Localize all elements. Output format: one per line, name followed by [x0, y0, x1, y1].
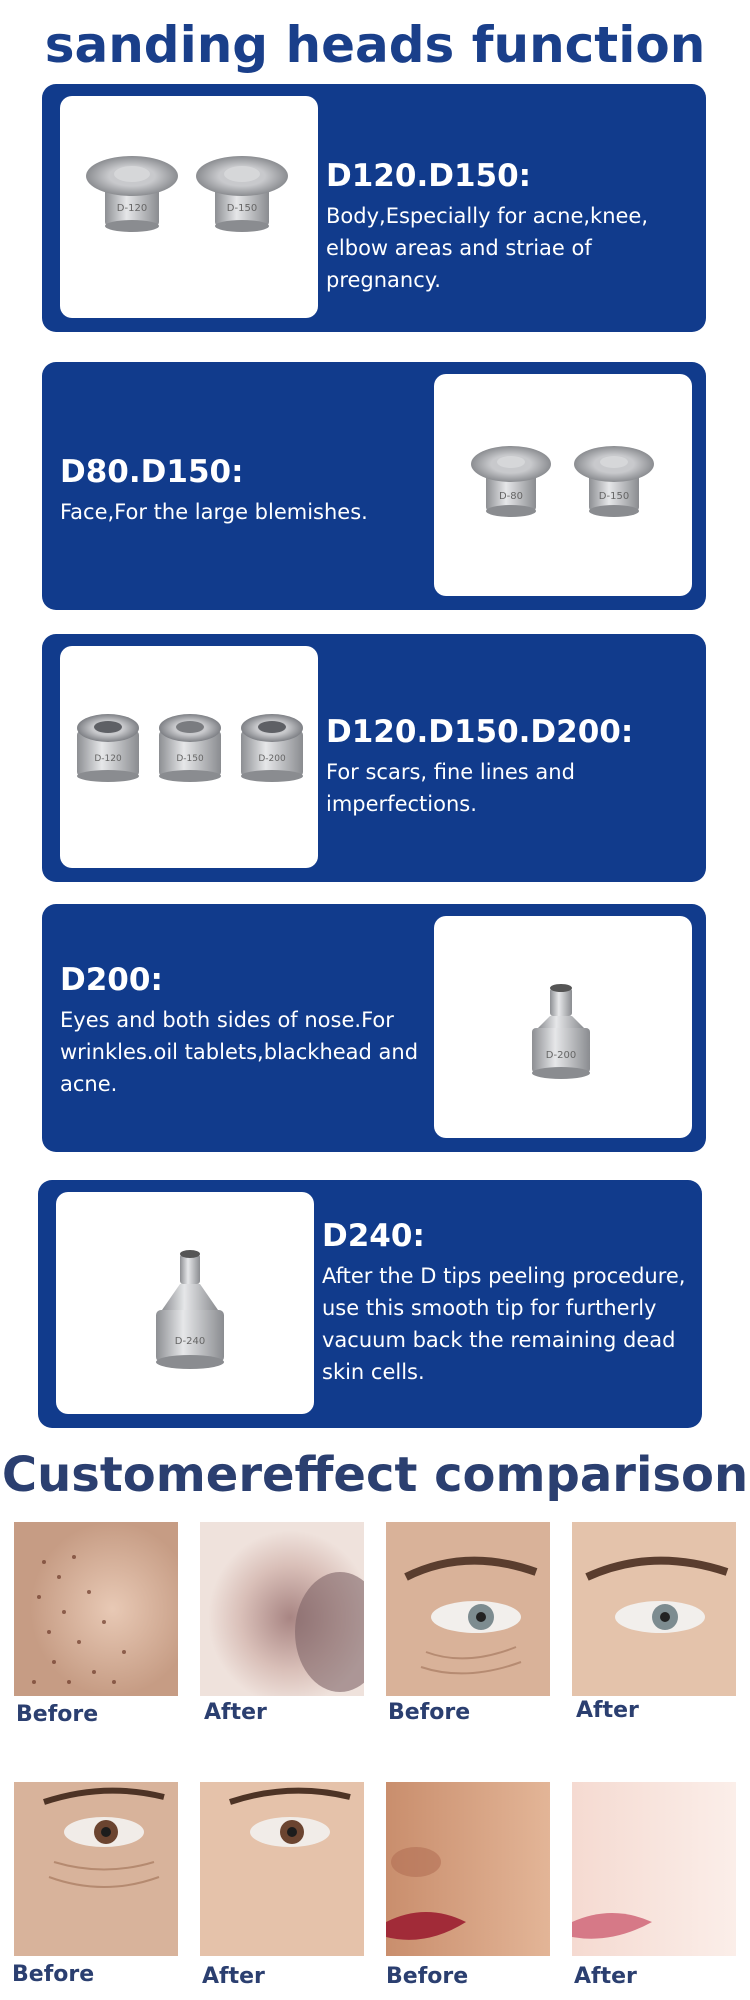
- card-heading: D120.D150:: [326, 158, 532, 194]
- tip-label-1: D-150: [226, 203, 258, 214]
- card-description: After the D tips peeling procedure, use this smooth tip for furtherly vacuum back the remaining dead skin cells.: [322, 1264, 686, 1384]
- label-after: After: [574, 1964, 637, 1989]
- tip-image: [60, 646, 318, 868]
- label-after: After: [202, 1964, 265, 1989]
- label-after: After: [204, 1700, 267, 1725]
- card-description: Face,For the large blemishes.: [60, 500, 368, 524]
- tip-image: [434, 916, 692, 1138]
- photo-eye-wrinkle-after: [572, 1522, 736, 1696]
- sanding-tips-image: [434, 374, 692, 596]
- label-before: Before: [386, 1964, 469, 1989]
- card-heading: D120.D150.D200:: [326, 714, 634, 750]
- tip-label-2: D-200: [258, 754, 286, 764]
- comparison-title: Customereffect comparison: [1, 1447, 749, 1503]
- label-before: Before: [16, 1702, 99, 1727]
- sanding-tip-image: [56, 1192, 314, 1414]
- card-heading: D240:: [322, 1218, 425, 1254]
- label-before: Before: [388, 1700, 471, 1725]
- tip-label-1: D-150: [176, 754, 204, 764]
- card-heading: D200:: [60, 962, 163, 998]
- photo-eye-wrinkle-before: [386, 1522, 550, 1696]
- card-d200: [42, 904, 706, 1152]
- tip-image: [60, 96, 318, 318]
- page-title: sanding heads function: [44, 16, 706, 74]
- photo-lips-before: [386, 1782, 550, 1956]
- tip-label-0: D-80: [498, 491, 524, 502]
- card-heading: D80.D150:: [60, 454, 244, 490]
- photo-nose-after: [200, 1522, 364, 1696]
- card-description: Eyes and both sides of nose.For wrinkles.oil tablets,blackhead and acne.: [60, 1008, 419, 1096]
- sanding-tips-image: [60, 96, 318, 318]
- tip-label-0: D-120: [116, 203, 148, 214]
- tip-label-1: D-150: [598, 491, 630, 502]
- photo-lips-after: [572, 1782, 736, 1956]
- card-d240: [38, 1180, 702, 1428]
- card-description: For scars, fine lines and imperfections.: [326, 760, 575, 816]
- sanding-tip-image: [434, 916, 692, 1138]
- photo-nose-before: [14, 1522, 178, 1696]
- tip-label-0: D-120: [94, 754, 122, 764]
- card-d80-d150: [42, 362, 706, 610]
- card-d120-d150: [42, 84, 706, 332]
- photo-under-eye-before: [14, 1782, 178, 1956]
- tip-label-0: D-200: [545, 1050, 577, 1061]
- label-before: Before: [12, 1962, 95, 1987]
- sanding-tips-image: [60, 646, 318, 868]
- label-after: After: [576, 1698, 639, 1723]
- tip-image: [56, 1192, 314, 1414]
- card-d120-d150-d200: [42, 634, 706, 882]
- card-description: Body,Especially for acne,knee, elbow areas and striae of pregnancy.: [326, 204, 649, 292]
- tip-image: [434, 374, 692, 596]
- tip-label-0: D-240: [174, 1336, 206, 1347]
- photo-under-eye-after: [200, 1782, 364, 1956]
